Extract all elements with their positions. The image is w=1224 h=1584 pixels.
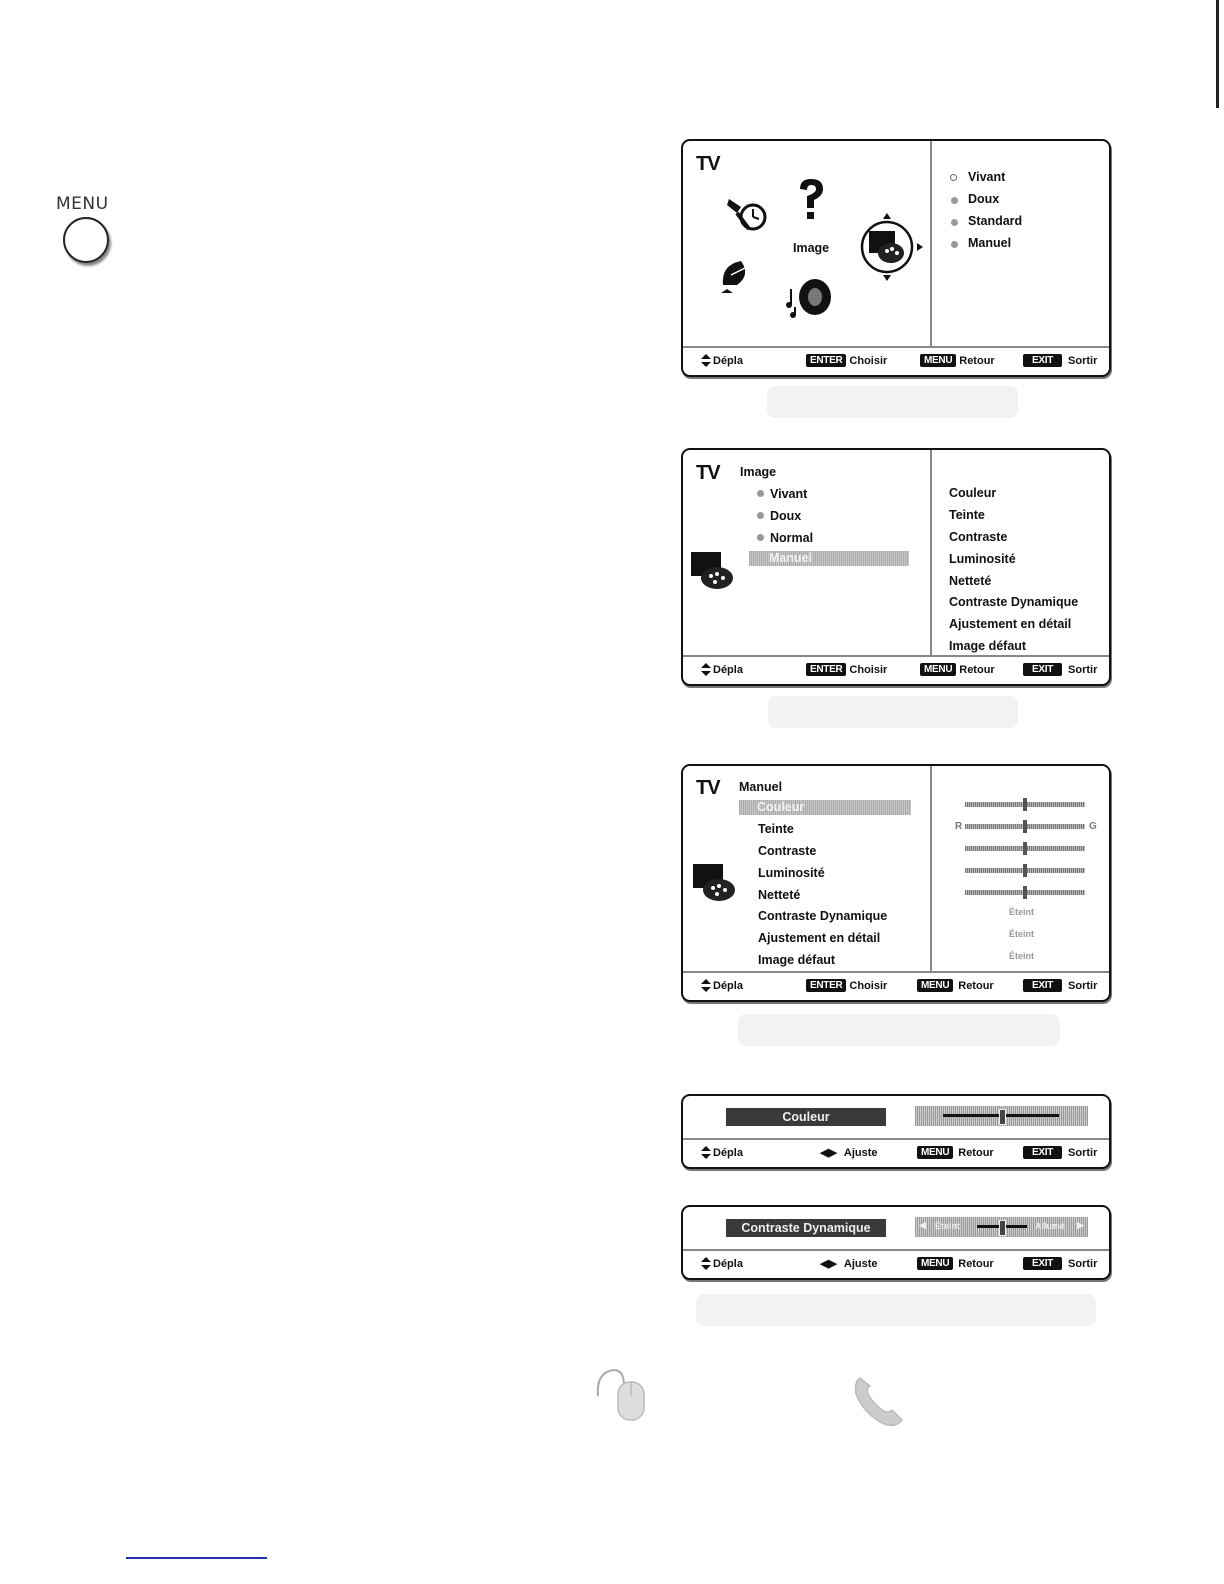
item-contraste[interactable]: Contraste: [758, 844, 817, 858]
footer-back: Retour: [958, 1146, 994, 1159]
panel-divider: [930, 450, 932, 656]
mode-manuel-highlighted[interactable]: [749, 551, 909, 566]
ajustement-detail-value: Éteint: [1009, 929, 1035, 939]
mode-bullet: [757, 490, 764, 497]
mode-bullet: [757, 534, 764, 541]
mode-doux[interactable]: Doux: [770, 509, 802, 523]
item-couleur-label: Couleur: [757, 800, 805, 814]
adjust-item-label: Contraste Dynamique: [726, 1219, 886, 1237]
menu-key[interactable]: MENU: [920, 354, 956, 367]
footer-quit: Sortir: [1068, 663, 1098, 676]
adjust-footer: [683, 1139, 1109, 1167]
option-doux[interactable]: Doux: [968, 192, 1000, 206]
mode-normal[interactable]: Normal: [770, 531, 814, 545]
panel-divider: [930, 141, 932, 347]
menu-key[interactable]: MENU: [917, 1146, 953, 1159]
option-bullet: [951, 241, 958, 248]
toggle-on-label: Allumé: [1035, 1221, 1066, 1231]
luminosite-slider[interactable]: [965, 868, 1085, 873]
footer-back: Retour: [959, 663, 995, 676]
mode-vivant[interactable]: Vivant: [770, 487, 808, 501]
item-image-defaut[interactable]: Image défaut: [758, 953, 836, 967]
left-right-arrows-icon: ◀▶: [820, 1147, 837, 1159]
item-luminosite[interactable]: Luminosité: [758, 866, 825, 880]
screen-footer: [683, 972, 1109, 1000]
submenu-contraste[interactable]: Contraste: [949, 530, 1008, 544]
contraste-dynamique-toggle[interactable]: ◀ Éteint Allumé ▶: [915, 1217, 1088, 1237]
submenu-contraste-dynamique[interactable]: Contraste Dynamique: [949, 595, 1079, 609]
footer-choose: Choisir: [849, 354, 888, 367]
tv-title: TV: [696, 153, 720, 175]
image-defaut-value: Éteint: [1009, 951, 1035, 961]
footer-choose: Choisir: [849, 663, 888, 676]
menu-key[interactable]: MENU: [917, 979, 953, 992]
exit-key[interactable]: EXIT: [1023, 1257, 1062, 1270]
option-bullet: [951, 219, 958, 226]
footer-back: Retour: [958, 979, 994, 992]
adjust-footer: [683, 1250, 1109, 1278]
tint-right-label: G: [1089, 821, 1097, 832]
footer-move: Dépla: [713, 1257, 743, 1270]
tv-manual-menu-screen: [681, 764, 1111, 1002]
contraste-slider[interactable]: [965, 846, 1085, 851]
footer-move: Dépla: [713, 663, 743, 676]
submenu-luminosite[interactable]: Luminosité: [949, 552, 1016, 566]
caption-box: [696, 1294, 1096, 1326]
picture-palette-icon-selected[interactable]: [859, 211, 925, 283]
center-label: Image: [793, 241, 830, 255]
teinte-slider[interactable]: [965, 824, 1085, 829]
menu-title: Manuel: [739, 780, 783, 794]
submenu-nettete[interactable]: Netteté: [949, 574, 992, 588]
submenu-teinte[interactable]: Teinte: [949, 508, 985, 522]
footer-move: Dépla: [713, 1146, 743, 1159]
panel-divider: [930, 766, 932, 972]
item-teinte[interactable]: Teinte: [758, 822, 794, 836]
footer-quit: Sortir: [1068, 979, 1098, 992]
submenu-ajustement-detail[interactable]: Ajustement en détail: [949, 617, 1072, 631]
submenu-image-defaut[interactable]: Image défaut: [949, 639, 1027, 653]
couleur-slider[interactable]: [965, 802, 1085, 807]
exit-key[interactable]: EXIT: [1023, 1146, 1062, 1159]
updown-arrows-icon: [701, 1257, 710, 1270]
toggle-off-label: Éteint: [935, 1221, 961, 1231]
screen-footer: [683, 347, 1109, 375]
footer-back: Retour: [958, 1257, 994, 1270]
footer-adjust: Ajuste: [843, 1146, 878, 1159]
caption-box: [738, 1014, 1060, 1046]
enter-key[interactable]: ENTER: [806, 354, 846, 367]
footer-back: Retour: [959, 354, 995, 367]
menu-button-label: MENU: [56, 194, 109, 214]
contraste-dynamique-value: Éteint: [1009, 907, 1035, 917]
mode-bullet: [757, 512, 764, 519]
satellite-icon[interactable]: [717, 255, 755, 295]
updown-arrows-icon: [701, 979, 710, 992]
page-edge-line: [1216, 0, 1219, 108]
footer-quit: Sortir: [1068, 354, 1098, 367]
speaker-music-icon[interactable]: [785, 277, 835, 319]
footer-adjust: Ajuste: [843, 1257, 878, 1270]
item-nettete[interactable]: Netteté: [758, 888, 801, 902]
picture-palette-icon: [689, 550, 735, 590]
updown-arrows-icon: [701, 663, 710, 676]
option-standard[interactable]: Standard: [968, 214, 1023, 228]
couleur-adjust-slider[interactable]: [915, 1106, 1088, 1126]
bottom-link-underline[interactable]: [126, 1557, 267, 1559]
footer-move: Dépla: [713, 979, 743, 992]
nettete-slider[interactable]: [965, 890, 1085, 895]
help-icon[interactable]: [795, 177, 827, 223]
menu-key[interactable]: MENU: [920, 663, 956, 676]
caption-box: [768, 696, 1018, 728]
updown-arrows-icon: [701, 354, 710, 367]
submenu-couleur[interactable]: Couleur: [949, 486, 997, 500]
footer-quit: Sortir: [1068, 1257, 1098, 1270]
footer-move: Dépla: [713, 354, 743, 367]
tv-main-menu-screen: [681, 139, 1111, 377]
item-contraste-dynamique[interactable]: Contraste Dynamique: [758, 909, 888, 923]
caption-box: [767, 386, 1018, 418]
tint-left-label: R: [955, 821, 963, 832]
item-couleur-highlighted[interactable]: [739, 800, 911, 815]
adjust-item-label: Couleur: [726, 1108, 886, 1126]
updown-arrows-icon: [701, 1146, 710, 1159]
phone-icon: [852, 1374, 908, 1428]
footer-quit: Sortir: [1068, 1146, 1098, 1159]
screen-footer: [683, 656, 1109, 684]
footer-choose: Choisir: [849, 979, 888, 992]
exit-key[interactable]: EXIT: [1023, 663, 1062, 676]
menu-key[interactable]: MENU: [917, 1257, 953, 1270]
exit-key[interactable]: EXIT: [1023, 354, 1062, 367]
exit-key[interactable]: EXIT: [1023, 979, 1062, 992]
item-ajustement-detail[interactable]: Ajustement en détail: [758, 931, 881, 945]
option-manuel[interactable]: Manuel: [968, 236, 1012, 250]
picture-palette-icon: [691, 862, 737, 902]
option-bullet: [950, 174, 957, 181]
left-right-arrows-icon: ◀▶: [820, 1258, 837, 1270]
settings-clock-icon[interactable]: [725, 193, 773, 235]
enter-key[interactable]: ENTER: [806, 663, 846, 676]
tv-image-menu-screen: [681, 448, 1111, 686]
mode-manuel-label: Manuel: [769, 551, 813, 565]
menu-title: Image: [740, 465, 777, 479]
option-vivant[interactable]: Vivant: [968, 170, 1006, 184]
contraste-dynamique-adjust-bar: [681, 1205, 1111, 1280]
menu-button[interactable]: [63, 217, 109, 263]
couleur-adjust-bar: [681, 1094, 1111, 1169]
enter-key[interactable]: ENTER: [806, 979, 846, 992]
option-bullet: [951, 197, 958, 204]
tv-title: TV: [696, 777, 720, 799]
tv-title: TV: [696, 462, 720, 484]
mouse-icon: [594, 1366, 648, 1424]
